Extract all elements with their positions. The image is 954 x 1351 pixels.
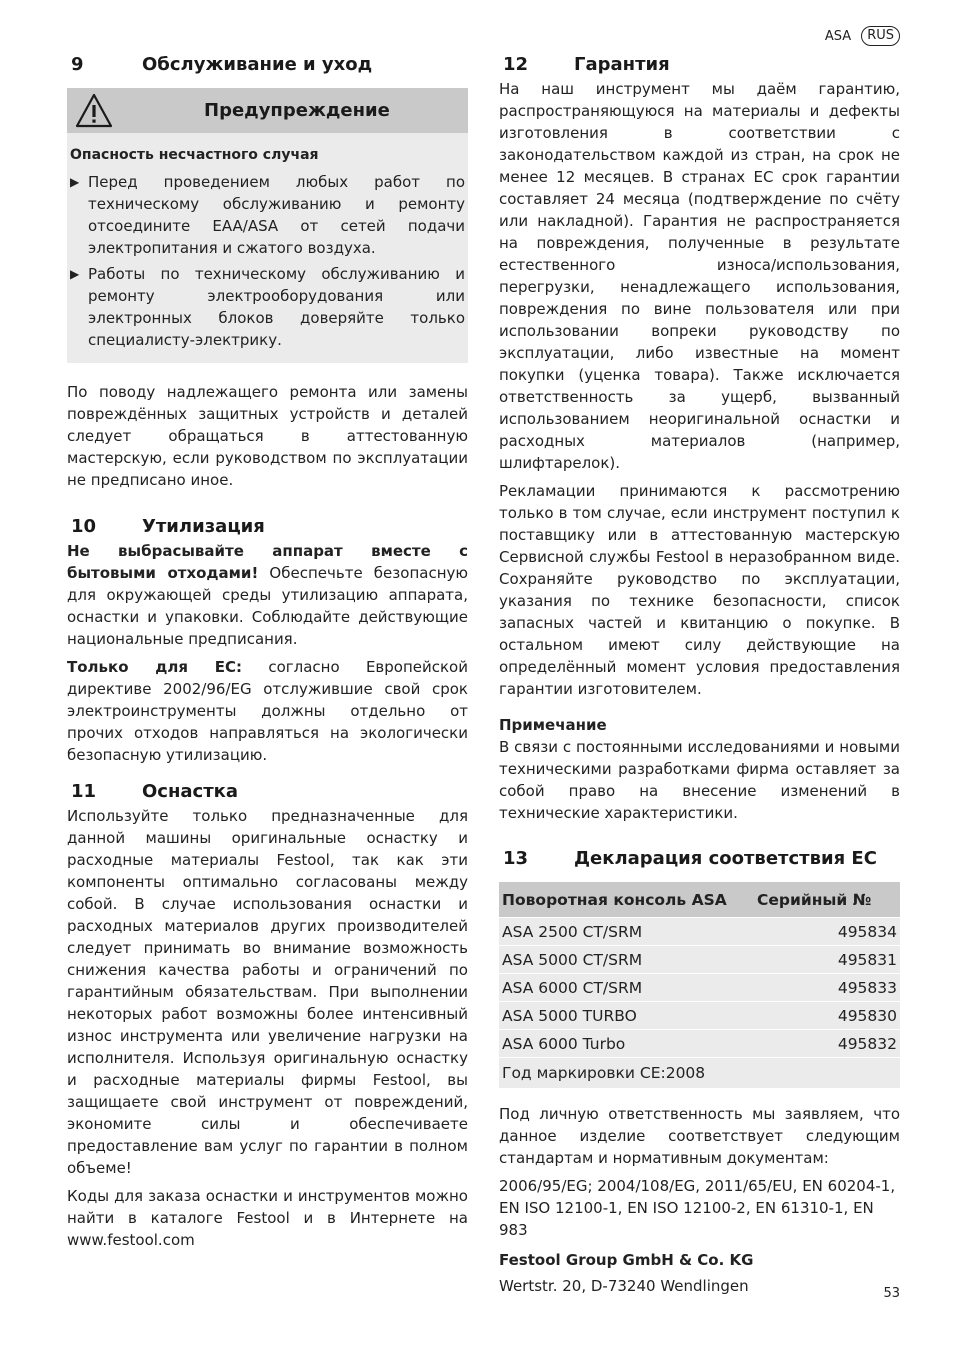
- table-row: [499, 918, 900, 946]
- table-cell-model: ASA 6000 Turbo: [499, 1030, 757, 1058]
- declaration-table: [499, 882, 900, 1088]
- declaration-paragraph: Под личную ответственность мы заявляем, что данное изделие соответствует следующим стандартам и нормативным документам:: [499, 1105, 900, 1167]
- standards-list: 2006/95/EG; 2004/108/EG, 2011/65/EU, EN 60204-1, EN ISO 12100-1, EN ISO 12100-2, EN 61310-1, EN 983: [499, 1177, 896, 1239]
- bullet-arrow-icon: ▶: [70, 175, 80, 189]
- section-title: Декларация соответствия ЕС: [574, 848, 877, 869]
- warranty-claims-paragraph: Рекламации принимаются к рассмотрению только в том случае, если инструмент поступил к поставщику или в аттестованную мастерскую Сервисной службы Festool в неразобранном виде. Сохраняйте руководство по эксплуатации, указания по технике безопасности, список запасных частей и квитанцию о покупке. В остальном имеют силу действующие на определённый момент условия предоставления гарантии изготовителем.: [499, 482, 900, 698]
- warning-bullet-text: Работы по техническому обслуживанию и ремонту электрооборудования или электронных блоков доверяйте только специалисту-электрику.: [88, 265, 465, 349]
- warning-header: [67, 88, 468, 133]
- table-cell-serial: 495834: [757, 918, 900, 946]
- note-title: Примечание: [499, 716, 607, 734]
- table-header-row: [499, 882, 900, 918]
- warning-subtitle: Опасность несчастного случая: [70, 147, 319, 163]
- table-cell-model: ASA 2500 CT/SRM: [499, 918, 757, 946]
- disposal-warning-bold: Не выбрасывайте аппарат вместе с бытовыми отходами!: [67, 542, 468, 582]
- warning-triangle-icon: [75, 93, 113, 128]
- section-number: 11: [71, 781, 97, 802]
- disposal-eu-text: согласно Европейской директиве 2002/96/EG отслужившие свой срок электроинструменты должны отдельно от прочих отходов направляться на экологически безопасную утилизацию.: [67, 658, 468, 764]
- section-number: 12: [503, 54, 529, 75]
- disposal-eu-bold: Только для ЕС:: [67, 658, 243, 676]
- table-header-model: Поворотная консоль ASA: [499, 882, 757, 918]
- table-row: [499, 946, 900, 974]
- language-badge: RUS: [861, 26, 900, 46]
- right-column: [499, 52, 900, 1297]
- page-number: 53: [883, 1286, 900, 1301]
- section-maintenance: [67, 52, 468, 491]
- table-cell-model: ASA 5000 CT/SRM: [499, 946, 757, 974]
- section-title: Утилизация: [142, 516, 265, 537]
- warning-bullet: [67, 263, 468, 351]
- company-address: Wertstr. 20, D-73240 Wendlingen: [499, 1277, 749, 1295]
- table-cell-model: ASA 5000 TURBO: [499, 1002, 757, 1030]
- table-cell-serial: 495830: [757, 1002, 900, 1030]
- section-warranty: [499, 52, 900, 824]
- disposal-paragraph: [67, 540, 468, 650]
- table-cell-serial: 495832: [757, 1030, 900, 1058]
- section-title: Гарантия: [574, 54, 670, 75]
- table-row-ce-year: [499, 1058, 900, 1089]
- bullet-arrow-icon: ▶: [70, 267, 80, 281]
- company-name: Festool Group GmbH & Co. KG: [499, 1251, 754, 1269]
- brand-label: ASA: [824, 28, 852, 44]
- table-row: [499, 1030, 900, 1058]
- disposal-text: Обеспечьте безопасную для окружающей среды утилизацию аппарата, оснастки и упаковки. Соблюдайте действующие национальные предписания.: [67, 564, 468, 648]
- note-paragraph: В связи с постоянными исследованиями и новыми техническими разработками фирма оставляет за собой право на внесение изменений в технические характеристики.: [499, 738, 900, 822]
- table-cell-ce-year: Год маркировки CE:2008: [499, 1058, 900, 1089]
- section-title: Оснастка: [142, 781, 239, 802]
- section-heading: [67, 514, 468, 540]
- section-number: 13: [503, 848, 529, 869]
- section-heading: [67, 52, 468, 78]
- section-number: 10: [71, 516, 97, 537]
- section-declaration: [499, 846, 900, 1297]
- section-heading: [67, 779, 468, 805]
- section-title: Обслуживание и уход: [142, 54, 373, 75]
- accessories-paragraph: Используйте только предназначенные для данной машины оригинальные оснастку и расходные материалы Festool, так как эти компоненты оптимально согласованы между собой. В случае использования оснастки и расходных материалов других производителей следует принимать во внимание возможность снижения качества работы и ограничений по гарантийным обязательствам. При выполнении некоторых работ возможны более интенсивный износ инструмента или увеличение нагрузки на исполнителя. Используя оригинальную оснастку и расходные материалы фирмы Festool, вы защищаете свой инструмент от повреждений, экономите силы и обеспечиваете предоставление вам услуг по гарантии в полном объеме!: [67, 807, 468, 1177]
- table-cell-model: ASA 6000 CT/SRM: [499, 974, 757, 1002]
- section-disposal: [67, 514, 468, 766]
- table-cell-serial: 495833: [757, 974, 900, 1002]
- warning-bullet-text: Перед проведением любых работ по техническому обслуживанию и ремонту отсоедините EAA/ASA от сетей подачи электропитания и сжатого воздуха.: [88, 173, 465, 257]
- disposal-eu-paragraph: [67, 656, 468, 766]
- warning-box: [67, 88, 468, 363]
- table-cell-serial: 495831: [757, 946, 900, 974]
- maintenance-paragraph: По поводу надлежащего ремонта или замены повреждённых защитных устройств и деталей следует обращаться в аттестованную мастерскую, если руководством по эксплуатации не предписано иное.: [67, 383, 468, 489]
- warning-title: Предупреждение: [204, 100, 390, 121]
- left-column: [67, 52, 468, 1251]
- section-heading: [499, 52, 900, 78]
- table-row: [499, 1002, 900, 1030]
- table-header-serial: Серийный №: [757, 882, 900, 918]
- section-accessories: [67, 779, 468, 1251]
- table-row: [499, 974, 900, 1002]
- section-number: 9: [71, 54, 84, 75]
- accessories-order-paragraph: Коды для заказа оснастки и инструментов можно найти в каталоге Festool и в Интернете на www.festool.com: [67, 1187, 468, 1249]
- page-header: [825, 26, 900, 46]
- warranty-paragraph: На наш инструмент мы даём гарантию, распространяющуюся на материалы и дефекты изготовления в соответствии с законодательством каждой из стран, на срок не менее 12 месяцев. В странах ЕС срок гарантии составляет 24 месяца (подтверждение по счёту или накладной). Гарантия не распространяется на повреждения, полученные в результате естественного износа/использования, перегрузки, ненадлежащего использования, повреждения по вине пользователя или при использовании вопреки руководству по эксплуатации, либо известные на момент покупки (уценка товара). Также исключается ответственность за ущерб, вызванный использованием неоригинальной оснастки и расходных материалов (например, шлифтарелок).: [499, 80, 900, 472]
- warning-bullet: [67, 171, 468, 259]
- section-heading: [499, 846, 900, 872]
